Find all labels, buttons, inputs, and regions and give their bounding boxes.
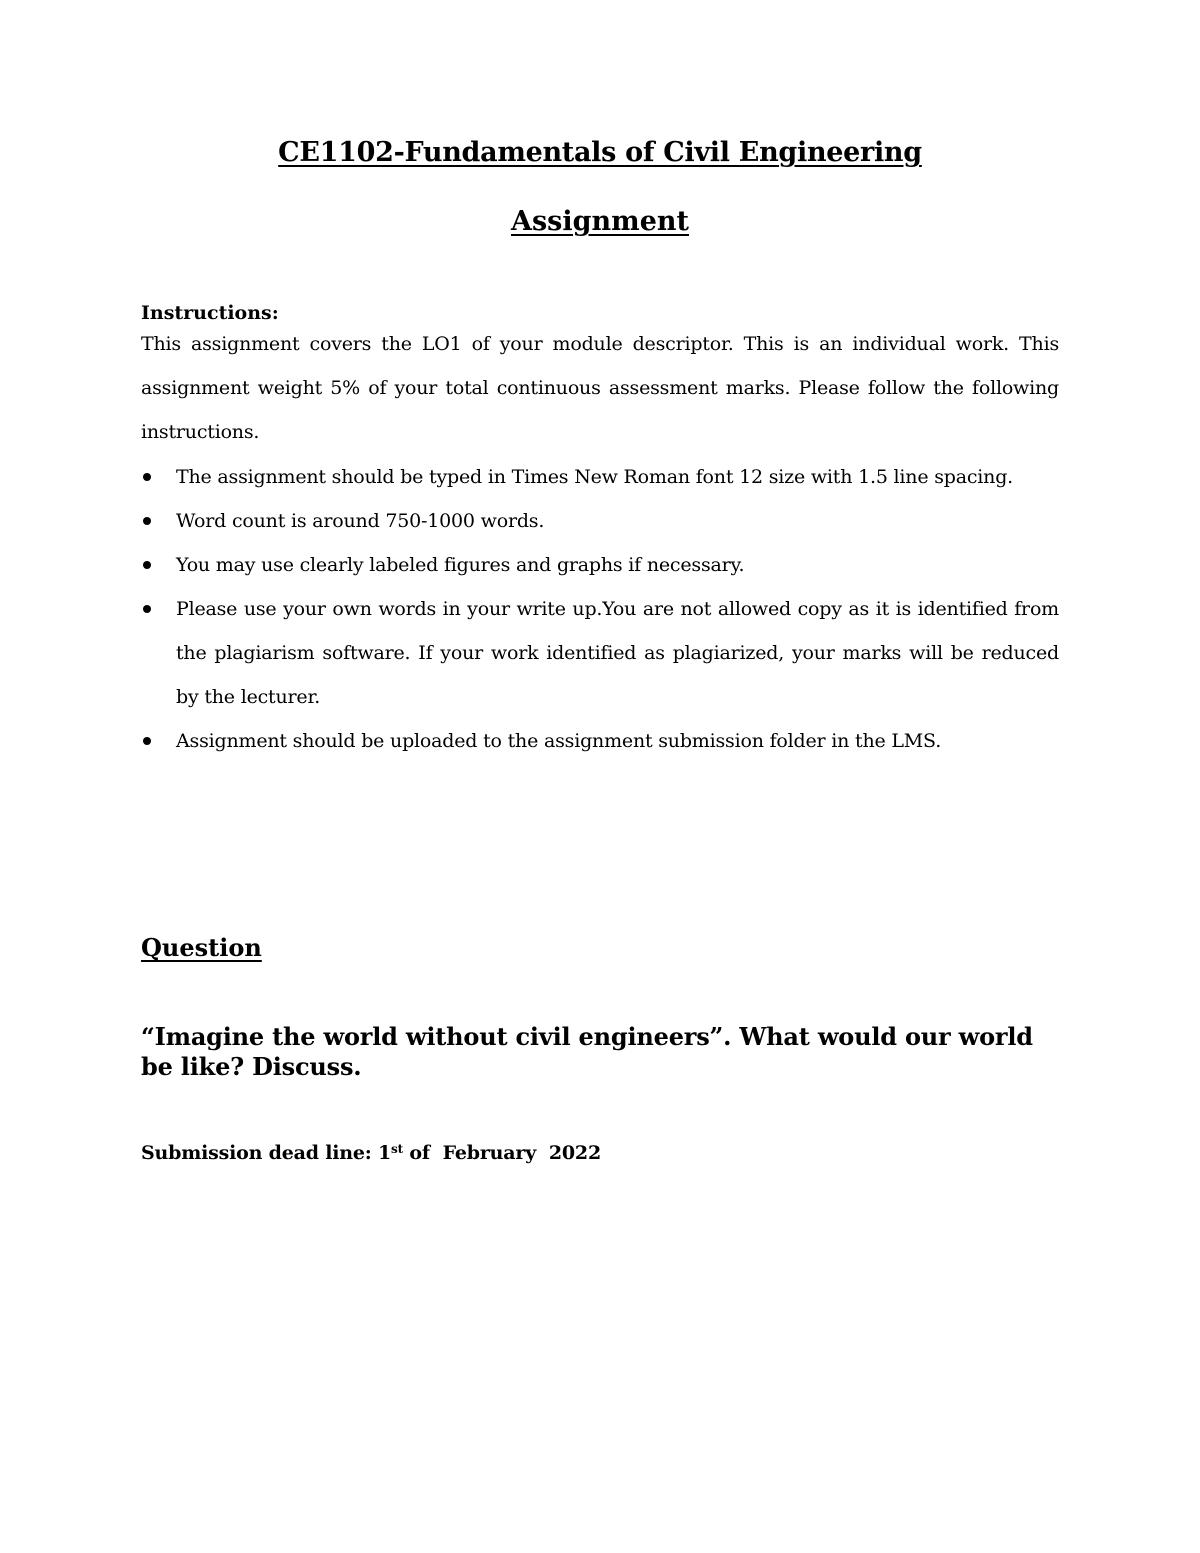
deadline-month-year: of February 2022 [409, 1142, 601, 1164]
bullet-icon [143, 517, 151, 525]
instructions-label: Instructions: [141, 302, 279, 324]
list-item-text: You may use clearly labeled figures and graphs if necessary. [176, 554, 745, 576]
list-item-text: The assignment should be typed in Times New Roman font 12 size with 1.5 line spacing. [176, 466, 1014, 488]
bullet-icon [143, 605, 151, 613]
list-item [141, 455, 1059, 499]
question-text: “Imagine the world without civil engineers”. What would our world be like? Discuss. [141, 1022, 1033, 1081]
list-item [141, 719, 1059, 763]
deadline-day-suffix: st [391, 1142, 403, 1156]
submission-deadline [141, 1142, 601, 1164]
list-item [141, 499, 1059, 543]
list-item-text: Assignment should be uploaded to the assignment submission folder in the LMS. [176, 730, 942, 752]
deadline-day: 1 [378, 1142, 392, 1164]
list-item-text: Please use your own words in your write up.You are not allowed copy as it is identified from the plagiarism software. If your work identified as plagiarized, your marks will be reduced by the lecturer. [176, 598, 1059, 708]
document-title: CE1102-Fundamentals of Civil Engineering [278, 137, 922, 168]
bullet-icon [143, 561, 151, 569]
list-item [141, 543, 1059, 587]
question-heading: Question [141, 933, 262, 962]
bullet-icon [143, 473, 151, 481]
list-item-text: Word count is around 750-1000 words. [176, 510, 545, 532]
instructions-intro: This assignment covers the LO1 of your module descriptor. This is an individual work. This assignment weight 5% of your total continuous assessment marks. Please follow the following instructions. [141, 333, 1059, 443]
document-subtitle: Assignment [511, 206, 689, 237]
bullet-icon [143, 737, 151, 745]
deadline-label: Submission dead line: [141, 1142, 372, 1164]
list-item [141, 587, 1059, 719]
instructions-list [141, 455, 1059, 763]
